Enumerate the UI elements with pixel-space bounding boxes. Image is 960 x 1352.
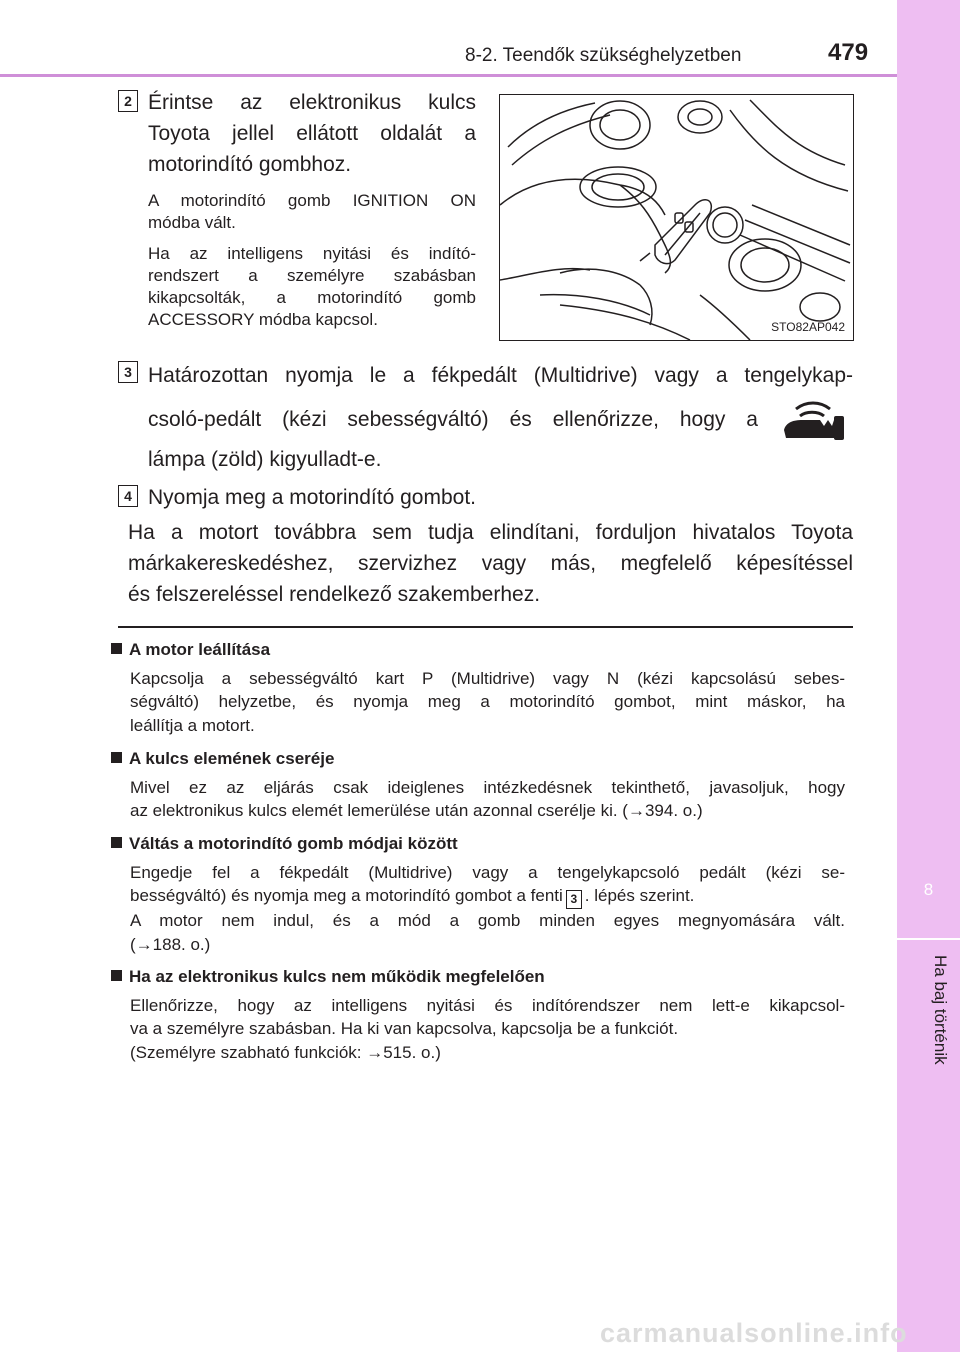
step-3-line-1: Határozottan nyomja le a fékpedált (Multidrive) vagy a tengelykap- — [148, 364, 853, 387]
section-divider — [118, 626, 853, 628]
step-4-badge: 4 — [118, 485, 138, 507]
header-rule — [0, 74, 897, 77]
chapter-divider — [897, 938, 960, 940]
section-body-battery-replacement — [130, 776, 845, 823]
section-3-line-4: (→188. o.) — [130, 934, 211, 954]
section-4-line-3: (Személyre szabható funkciók: →515. o.) — [130, 1042, 441, 1062]
step-2-line-2: Toyota jellel ellátott oldalát a — [148, 122, 476, 145]
section-body-key-malfunction — [130, 994, 845, 1064]
step-3-reference-badge: 3 — [566, 890, 582, 909]
step-2-badge: 2 — [118, 90, 138, 112]
step-2-note-2-line-4: ACCESSORY módba kapcsol. — [148, 310, 378, 329]
step-2-note-2-line-1: Ha az intelligens nyitási és indító- — [148, 244, 476, 263]
bullet-square-icon — [111, 643, 122, 654]
step-2-note-2-line-2: rendszert a személyre szabásban — [148, 266, 476, 285]
step-2-note-1-line-1: A motorindító gomb IGNITION ON — [148, 191, 476, 210]
chapter-number: 8 — [923, 880, 934, 899]
step-2-line-3: motorindító gombhoz. — [148, 153, 352, 176]
closing-line-1: Ha a motort továbbra sem tudja elindítani, forduljon hivatalos Toyota — [128, 521, 853, 544]
bullet-square-icon — [111, 837, 122, 848]
hand-key-drawing — [500, 95, 853, 340]
section-heading-key-malfunction: Ha az elektronikus kulcs nem működik megfelelően — [111, 967, 545, 987]
section-heading-engine-stop: A motor leállítása — [111, 640, 270, 660]
key-indicator-icon — [772, 398, 846, 442]
section-3-line-3: A motor nem indul, és a mód a gomb minden egyes megnyomására vált. — [130, 911, 845, 931]
section-body-mode-switch — [130, 861, 845, 956]
section-title: 8-2. Teendők szükséghelyzetben — [465, 45, 742, 66]
section-3-line-1: Engedje fel a fékpedált (Multidrive) vagy a tengelykapcsoló pedált (kézi se- — [130, 863, 845, 882]
section-3-line-2: bességváltó) és nyomja meg a motorindító gombot a fenti 3 . lépés szerint. — [130, 884, 845, 909]
step-2-note-2-line-3: kikapcsolták, a motorindító gomb — [148, 288, 476, 307]
bullet-square-icon — [111, 970, 122, 981]
step-3-line-3: lámpa (zöld) kigyulladt-e. — [148, 448, 382, 471]
watermark: carmanualsonline.info — [600, 1318, 908, 1348]
step-3-badge: 3 — [118, 361, 138, 383]
chapter-label: Ha baj történik — [931, 955, 950, 1065]
section-1-line-3: leállítja a motort. — [130, 715, 255, 735]
illustration-key-on-start-button — [499, 94, 854, 341]
section-2-line-2: az elektronikus kulcs elemét lemerülése után azonnal cserélje ki. (→394. o.) — [130, 801, 703, 821]
step-2-line-1: Érintse az elektronikus kulcs — [148, 91, 476, 114]
section-heading-mode-switch: Váltás a motorindító gomb módjai között — [111, 834, 458, 854]
step-2-note-1-line-2: módba vált. — [148, 213, 236, 232]
section-body-engine-stop — [130, 667, 845, 737]
closing-line-2: márkakereskedéshez, szervizhez vagy más, megfelelő képesítéssel — [128, 552, 853, 575]
bullet-square-icon — [111, 752, 122, 763]
page-number: 479 — [828, 39, 869, 66]
section-heading-battery-replacement: A kulcs elemének cseréje — [111, 749, 334, 769]
step-4-line-1: Nyomja meg a motorindító gombot. — [148, 486, 476, 509]
figure-code: STO82AP042 — [771, 320, 845, 334]
chapter-tab — [897, 0, 960, 1352]
section-4-line-1: Ellenőrizze, hogy az intelligens nyitási és indítórendszer nem lett-e kikapcsol- — [130, 996, 845, 1015]
section-4-line-2: va a személyre szabásban. Ha ki van kapcsolva, kapcsolja be a funkciót. — [130, 1019, 679, 1039]
closing-line-3: és felszereléssel rendelkező szakemberhez. — [128, 583, 541, 606]
section-2-line-1: Mivel ez az eljárás csak ideiglenes intézkedésnek tekinthető, javasoljuk, hogy — [130, 778, 845, 797]
step-3-line-2: csoló-pedált (kézi sebességváltó) és ellenőrizze, hogy a — [148, 408, 758, 431]
section-1-line-2: ségváltó) helyzetbe, és nyomja meg a motorindító gombot, mint máskor, ha — [130, 692, 845, 712]
section-1-line-1: Kapcsolja a sebességváltó kart P (Multidrive) vagy N (kézi kapcsolású sebes- — [130, 669, 845, 688]
